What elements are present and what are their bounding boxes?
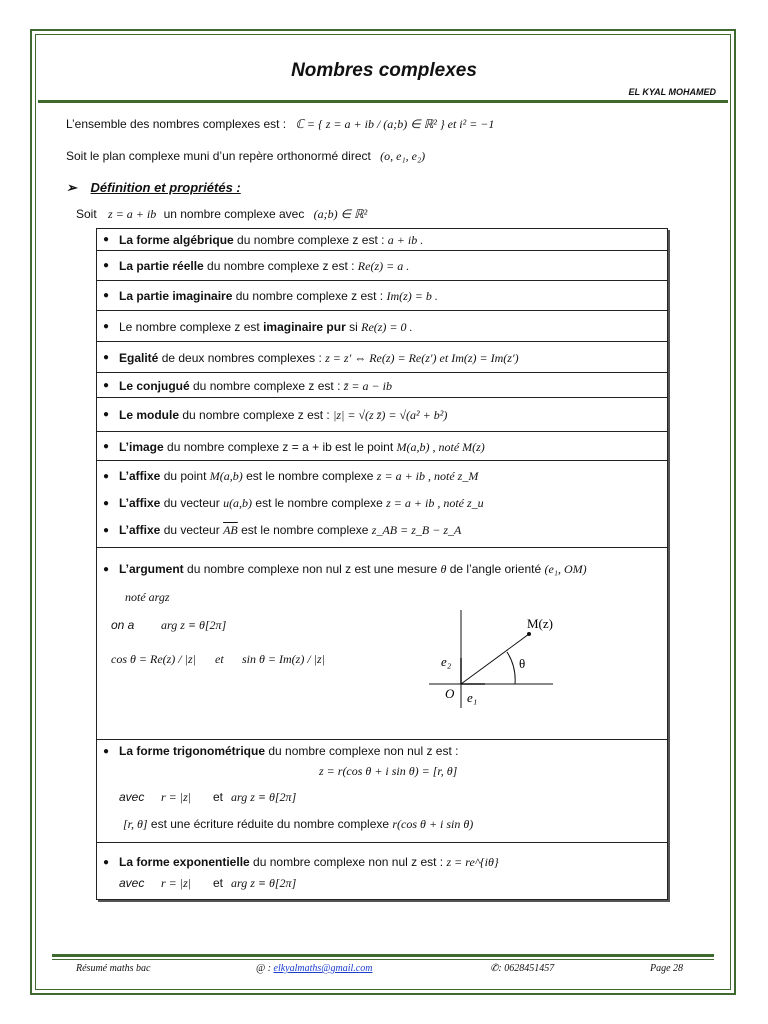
at-icon: @ : [256, 963, 274, 974]
soit-math-2: (a;b) ∈ ℝ² [313, 207, 368, 221]
intro-math-2: (o, e₁, e₂) [380, 149, 426, 163]
bullet-icon: ● [103, 409, 110, 420]
row-math: M(a,b) [209, 469, 243, 483]
footer-left: Résumé maths bac [76, 963, 151, 974]
row-text: de deux nombres complexes : [158, 351, 326, 365]
table-row [97, 251, 667, 281]
label-e2: e₂ [441, 654, 452, 669]
intro-math-1: ℂ = { z = a + ib / (a;b) ∈ ℝ² } et i² = −1 [295, 117, 495, 131]
label-m: M(z) [527, 616, 553, 631]
soit-middle: un nombre complexe avec [163, 207, 305, 221]
row-term: L’argument [119, 562, 184, 576]
bullet-icon: ● [103, 380, 110, 391]
table-row [97, 432, 667, 461]
point-m [527, 632, 531, 636]
angle-arc [507, 652, 515, 684]
row-math: Re(z) = a . [357, 259, 410, 273]
label-o: O [445, 686, 455, 701]
bullet-icon: ● [103, 564, 110, 575]
table-row [97, 342, 667, 373]
arg-formula: arg z ≡ θ[2π] [161, 618, 227, 632]
modulus-formula: r = |z| [161, 790, 192, 804]
footer-page: Page 28 [650, 963, 684, 974]
row-term: La forme algébrique [119, 233, 234, 247]
table-row [97, 281, 667, 311]
row-math: Re(z) = 0 . [361, 320, 413, 334]
row-math: u(a,b) [223, 496, 253, 510]
intro-text-1: L’ensemble des nombres complexes est : [66, 117, 287, 131]
row-math-2: z_AB = z_B − z_A [371, 523, 462, 537]
arrow-bullet-icon: ➢ [66, 180, 77, 195]
bullet-icon: ● [103, 352, 110, 363]
section-heading [66, 180, 241, 196]
row-math: Im(z) = b . [386, 289, 438, 303]
row-text-2: est le nombre complexe [252, 496, 387, 510]
table-row [97, 398, 667, 432]
intro-line-1 [66, 117, 494, 132]
argument-figure [427, 608, 557, 713]
bullet-icon: ● [103, 290, 110, 301]
bullet-icon: ● [103, 441, 110, 452]
soit-math-1: z = a + ib [108, 207, 157, 221]
row-term: imaginaire pur [263, 320, 346, 334]
label-e1: e₁ [467, 690, 478, 705]
row-math: z̄ = a − ib [343, 379, 392, 393]
row-text-2: est le nombre complexe [242, 469, 377, 483]
row-term: Le module [119, 408, 180, 422]
row-text: du nombre complexe non nul z est : [265, 744, 459, 758]
arg-formula: arg z ≡ θ[2π] [231, 876, 297, 890]
row-math: $\overline{AB}$ [223, 523, 238, 537]
row-math-2: (e₁, OM) [544, 562, 587, 576]
argument-note-text: noté argz [125, 590, 170, 604]
label-theta: θ [519, 656, 526, 671]
row-text: du nombre complexe z est : [179, 408, 334, 422]
row-math: z = z′ ⇔ Re(z) = Re(z′) et Im(z) = Im(z′) [325, 351, 519, 365]
row-term: L’image [119, 440, 164, 454]
row-term: Egalité [119, 351, 159, 365]
row-math-2: z = a + ib , noté z_u [386, 496, 484, 510]
row-text: du nombre complexe z est : [232, 289, 387, 303]
table-row-argument [97, 548, 667, 740]
table-row [97, 311, 667, 342]
row-text: du nombre complexe non nul z est une mesure [183, 562, 441, 576]
avec-label: avec [119, 876, 145, 890]
bullet-icon: ● [103, 498, 110, 509]
bullet-icon: ● [103, 471, 110, 482]
section-title: Définition et propriétés : [90, 180, 241, 195]
table-row-trigo [97, 740, 667, 843]
arg-formula: arg z ≡ θ[2π] [231, 790, 297, 804]
bullet-icon: ● [103, 260, 110, 271]
row-term: L’affixe [119, 469, 161, 483]
reduced-math: [r, θ] [123, 817, 148, 831]
row-text: du vecteur [160, 523, 224, 537]
bullet-icon: ● [103, 746, 110, 757]
row-math: a + ib . [387, 233, 424, 247]
row-math: z = re^{iθ} [446, 855, 499, 869]
modulus-formula: r = |z| [161, 876, 192, 890]
row-text-2: est le nombre complexe [237, 523, 372, 537]
page-title: Nombres complexes [291, 60, 477, 81]
avec-label: avec [119, 790, 145, 804]
row-math-2: z = a + ib , noté z_M [376, 469, 479, 483]
et-label: et [213, 790, 224, 804]
row-text: du nombre complexe z = a + ib est le point [163, 440, 397, 454]
row-term: L’affixe [119, 496, 161, 510]
row-text: du point [160, 469, 210, 483]
reduced-math-2: r(cos θ + i sin θ) [392, 817, 474, 831]
row-term: La forme exponentielle [119, 855, 250, 869]
row-term: La partie imaginaire [119, 289, 233, 303]
bullet-icon: ● [103, 234, 110, 245]
sin-formula: sin θ = Im(z) / |z| [242, 652, 325, 666]
header-rule [38, 100, 728, 103]
row-math: θ [440, 562, 447, 576]
et-label: et [213, 876, 224, 890]
footer-phone: ✆: 0628451457 [490, 963, 555, 974]
row-text-2: de l’angle orienté [446, 562, 545, 576]
definitions-table [96, 228, 668, 900]
bullet-icon: ● [103, 525, 110, 536]
trigo-formula: z = r(cos θ + i sin θ) = [r, θ] [319, 764, 458, 778]
row-term: L’affixe [119, 523, 161, 537]
on-a-label: on a [111, 618, 135, 632]
footer-rule-top [52, 954, 714, 957]
soit-prefix: Soit [76, 207, 97, 221]
table-row [97, 229, 667, 251]
row-math: |z| = √(z z̄) = √(a² + b²) [333, 408, 448, 422]
bullet-icon: ● [103, 857, 110, 868]
row-term: La forme trigonométrique [119, 744, 266, 758]
intro-text-2: Soit le plan complexe muni d’un repère orthonormé direct [66, 149, 371, 163]
table-row-affixe [97, 461, 667, 548]
row-math: M(a,b) , noté M(z) [396, 440, 485, 454]
intro-line-2 [66, 149, 425, 164]
et-label: et [215, 652, 224, 666]
row-term: La partie réelle [119, 259, 204, 273]
row-text: du nombre complexe z est : [189, 379, 344, 393]
bullet-icon: ● [103, 321, 110, 332]
row-term: Le conjugué [119, 379, 190, 393]
row-text: du nombre complexe z est : [233, 233, 388, 247]
row-text: du nombre complexe non nul z est : [249, 855, 447, 869]
table-row-expo [97, 843, 667, 899]
reduced-text: est une écriture réduite du nombre complexe [147, 817, 393, 831]
row-text: Le nombre complexe z est [119, 320, 264, 334]
footer-email [256, 963, 372, 974]
email-link[interactable]: elkyalmaths@gmail.com [273, 963, 373, 974]
row-text: du nombre complexe z est : [203, 259, 358, 273]
author-name: EL KYAL MOHAMED [628, 87, 716, 97]
soit-line [76, 207, 367, 222]
argument-note [125, 590, 170, 605]
footer-rule-bottom [52, 959, 714, 960]
table-row [97, 373, 667, 398]
reduced-line [123, 817, 473, 832]
row-text: du vecteur [160, 496, 224, 510]
row-text-2: si [345, 320, 362, 334]
cos-formula: cos θ = Re(z) / |z| [111, 652, 196, 666]
